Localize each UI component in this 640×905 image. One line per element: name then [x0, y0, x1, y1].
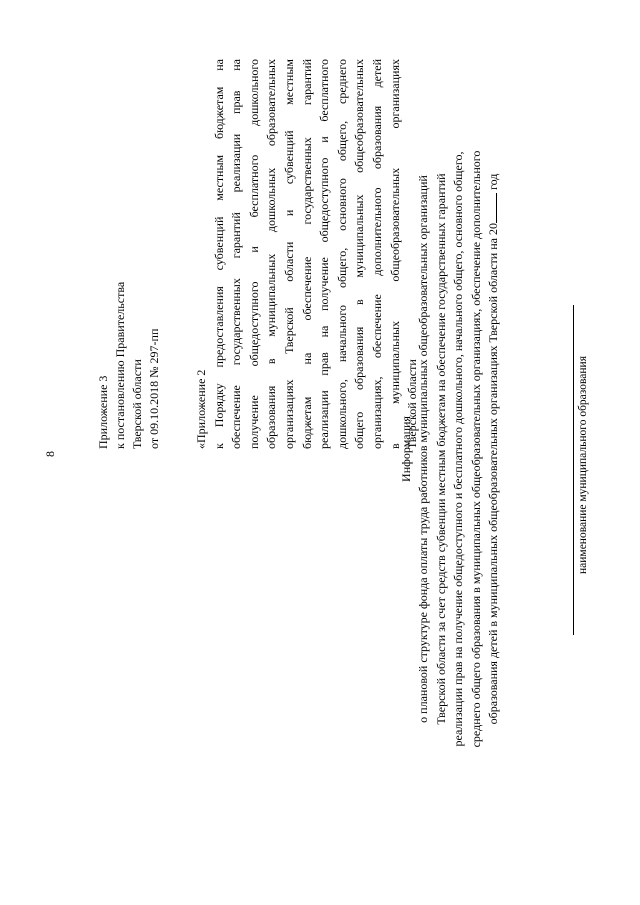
annex-line: реализации прав на получение общедоступного и бесплатного — [317, 59, 332, 449]
annex-line: обеспечение государственных гарантий реализации прав на — [229, 59, 244, 449]
annex-line: к Порядку предоставления субвенций местным бюджетам на — [211, 59, 226, 449]
approval-line: Приложение 3 — [96, 375, 110, 449]
approval-line: к постановлению Правительства — [113, 281, 127, 449]
annex-line: дошкольного, начального общего, основного общего, среднего — [334, 59, 349, 449]
annex-line: организациях Тверской области и субвенций местным — [281, 59, 296, 449]
annex-line: Тверской области — [405, 359, 420, 449]
annex-reference — [193, 59, 422, 449]
approval-line: Тверской области — [130, 359, 144, 449]
information-line: Тверской области за счет средств субвенции местным бюджетам на обеспечение государственных гарантий — [433, 173, 448, 725]
information-line-last — [485, 53, 502, 845]
annex-line: в муниципальных общеобразовательных организациях — [387, 59, 402, 449]
municipality-underline — [573, 305, 574, 635]
information-title: Информация — [399, 416, 413, 482]
annex-line: «Приложение 2 — [194, 369, 208, 449]
information-line: реализации прав на получение общедоступного и бесплатного дошкольного, начального общего, основного общего, — [451, 151, 466, 747]
information-line: о плановой структуре фонда оплаты труда работников муниципальных общеобразовательных организаций — [416, 175, 431, 723]
information-line-suffix: год — [486, 173, 501, 191]
annex-line: образования в муниципальных дошкольных образовательных — [264, 59, 279, 449]
annex-line: организациях, обеспечение дополнительного образования детей — [369, 59, 384, 449]
annex-line: бюджетам на обеспечение государственных гарантий — [299, 59, 314, 449]
approval-block — [95, 89, 163, 449]
municipality-caption: наименование муниципального образования — [577, 356, 589, 574]
page-number: 8 — [43, 451, 57, 457]
information-heading — [398, 53, 502, 845]
year-blank-field — [485, 193, 497, 223]
annex-line: общего образования в муниципальных общеобразовательных — [352, 59, 367, 449]
approval-line: от 09.10.2018 № 297-пп — [147, 328, 161, 449]
information-line-prefix: образования детей в муниципальных общеобразовательных организациях Тверской области на 20 — [486, 223, 501, 725]
information-line: среднего общего образования в муниципальных общеобразовательных организациях, обеспечение дополнительного — [468, 150, 483, 748]
annex-line: получение общедоступного и бесплатного дошкольного — [246, 59, 261, 449]
